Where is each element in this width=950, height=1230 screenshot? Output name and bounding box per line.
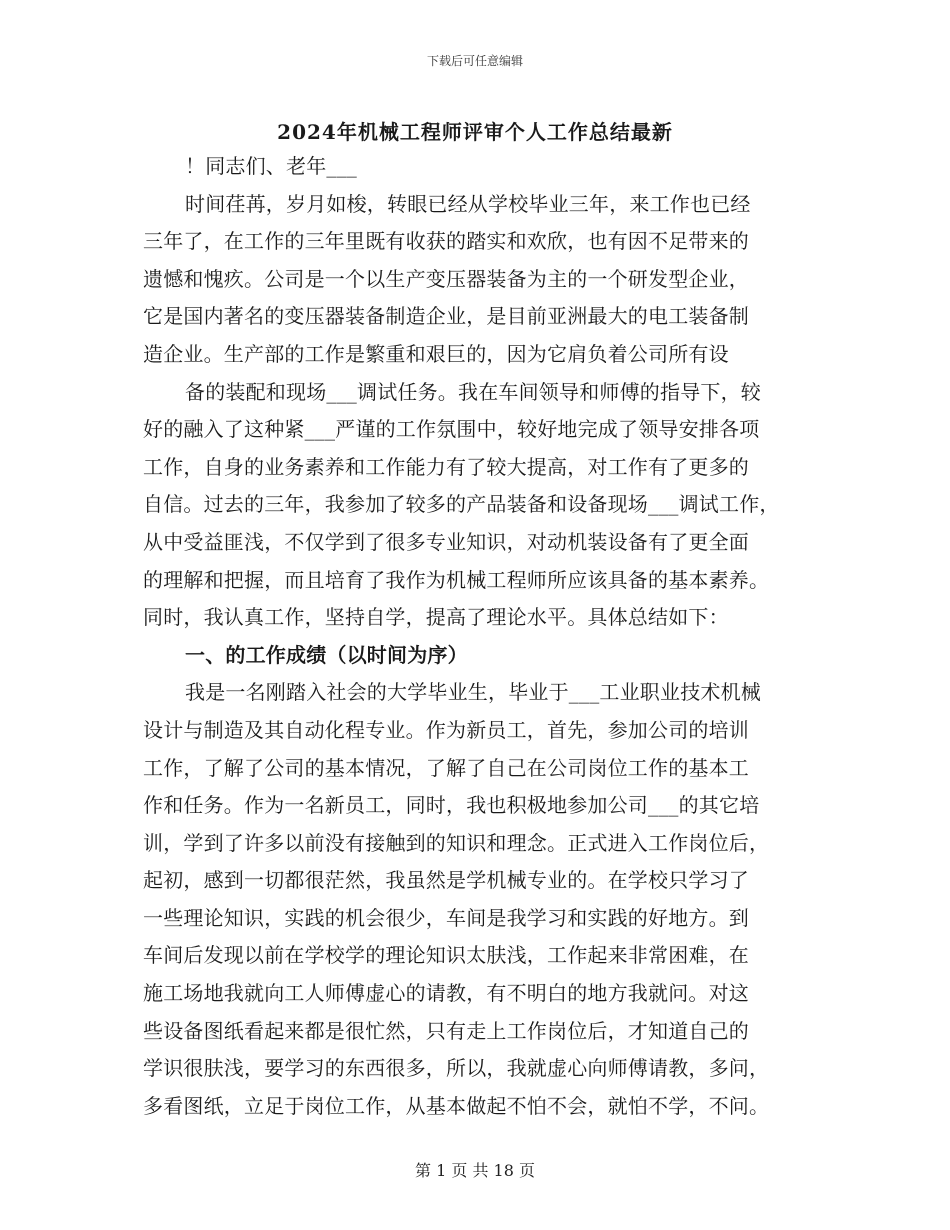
paragraph-line: 时间荏苒，岁月如梭，转眼已经从学校毕业三年，来工作也已经 [185,191,751,216]
paragraph-line: 我是一名刚踏入社会的大学毕业生，毕业于___工业职业技术机械 [185,680,761,705]
page-footer: 第 1 页 共 18 页 [415,1161,535,1180]
paragraph-line: 工作，自身的业务素养和工作能力有了较大提高，对工作有了更多的 [143,454,749,479]
paragraph-line: 它是国内著名的变压器装备制造企业，是目前亚洲最大的电工装备制 [143,304,749,329]
paragraph-line: 些设备图纸看起来都是很忙然，只有走上工作岗位后，才知道自己的 [143,1018,749,1043]
paragraph-line: 三年了，在工作的三年里既有收获的踏实和欢欣，也有因不足带来的 [143,229,749,254]
paragraph-line: 一些理论知识，实践的机会很少，车间是我学习和实践的好地方。到 [143,905,749,930]
paragraph-line: 车间后发现以前在学校学的理论知识太肤浅，工作起来非常困难，在 [143,943,749,968]
paragraph-line: 备的装配和现场___调试任务。我在车间领导和师傅的指导下，较 [185,379,761,404]
paragraph-line: 遗憾和愧疚。公司是一个以生产变压器装备为主的一个研发型企业， [143,266,749,291]
paragraph-line: 起初，感到一切都很茫然，我虽然是学机械专业的。在学校只学习了 [143,868,749,893]
section-heading: 一、的工作成绩（以时间为序） [185,642,468,667]
page-header: 下载后可任意编辑 [426,54,523,68]
paragraph-line: 造企业。生产部的工作是繁重和艰巨的，因为它肩负着公司所有设 [143,341,729,366]
paragraph-line: 施工场地我就向工人师傅虚心的请教，有不明白的地方我就问。对这 [143,981,749,1006]
paragraph-line: 学识很肤浅，要学习的东西很多，所以，我就虚心向师傅请教，多问， [143,1056,770,1081]
paragraph-line: 从中受益匪浅，不仅学到了很多专业知识，对动机装设备有了更全面 [143,529,749,554]
document-title: 2024年机械工程师评审个人工作总结最新 [277,120,673,144]
paragraph-line: 自信。过去的三年，我参加了较多的产品装备和设备现场___调试工作， [143,492,780,517]
paragraph-line: 好的融入了这种紧___严谨的工作氛围中，较好地完成了领导安排各项 [143,417,760,442]
paragraph-line: 训，学到了许多以前没有接触到的知识和理念。正式进入工作岗位后， [143,830,770,855]
paragraph-line: 同时，我认真工作，坚持自学，提高了理论水平。具体总结如下： [143,605,729,630]
paragraph-line: 多看图纸，立足于岗位工作，从基本做起不怕不会，就怕不学，不问。 [143,1093,770,1118]
paragraph-line: 的理解和把握，而且培育了我作为机械工程师所应该具备的基本素养。 [143,567,770,592]
paragraph-line: ！同志们、老年___ [185,154,357,178]
paragraph-line: 工作，了解了公司的基本情况，了解了自己在公司岗位工作的基本工 [143,755,749,780]
document-body [143,148,823,1125]
paragraph-line: 设计与制造及其自动化程专业。作为新员工，首先，参加公司的培训 [143,717,749,742]
paragraph-line: 作和任务。作为一名新员工，同时，我也积极地参加公司___的其它培 [143,793,760,818]
